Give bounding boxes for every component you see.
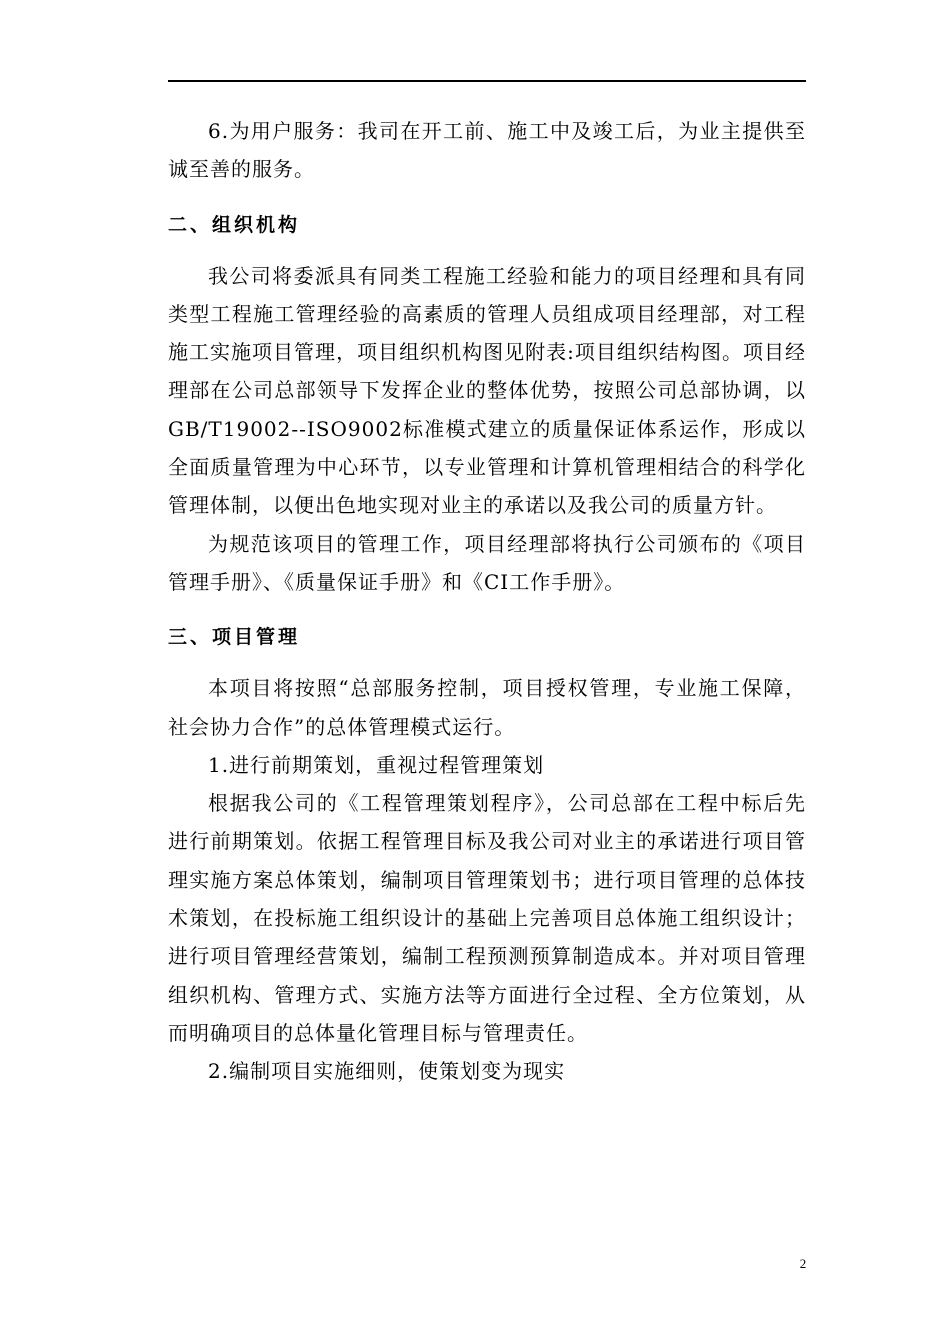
paragraph-organization: 我公司将委派具有同类工程施工经验和能力的项目经理和具有同类型工程施工管理经验的高素质的管理人员组成项目经理部，对工程施工实施项目管理，项目组织机构图见附表:项目组织结构图。项目经理部在公司总部领导下发挥企业的整体优势，按照公司总部协调，以GB/T19002--ISO9002标准模式建立的质量保证体系运作，形成以全面质量管理为中心环节，以专业管理和计算机管理相结合的科学化管理体制，以便出色地实现对业主的承诺以及我公司的质量方针。 (168, 263, 806, 518)
header-rule (168, 80, 806, 82)
page-number: 2 (799, 1256, 807, 1271)
paragraph-user-service: 6.为用户服务：我司在开工前、施工中及竣工后，为业主提供至诚至善的服务。 (168, 119, 806, 182)
paragraph-manuals: 为规范该项目的管理工作，项目经理部将执行公司颁布的《项目管理手册》、《质量保证手册》和《CI工作手册》。 (168, 531, 806, 594)
section-heading-organization: 二、组织机构 (168, 213, 301, 236)
paragraph-item-2: 2.编制项目实施细则，使策划变为现实 (208, 1059, 566, 1084)
paragraph-management-mode: 本项目将按照“总部服务控制，项目授权管理，专业施工保障，社会协力合作”的总体管理模式运行。 (168, 676, 806, 739)
paragraph-planning: 根据我公司的《工程管理策划程序》，公司总部在工程中标后先进行前期策划。依据工程管理目标及我公司对业主的承诺进行项目管理实施方案总体策划，编制项目管理策划书；进行项目管理的总体技术策划，在投标施工组织设计的基础上完善项目总体施工组织设计；进行项目管理经营策划，编制工程预测预算制造成本。并对项目管理组织机构、管理方式、实施方法等方面进行全过程、全方位策划，从而明确项目的总体量化管理目标与管理责任。 (168, 791, 806, 1045)
section-heading-project-management: 三、项目管理 (168, 626, 301, 649)
document-body (168, 112, 806, 1091)
paragraph-item-1: 1.进行前期策划，重视过程管理策划 (208, 752, 545, 777)
